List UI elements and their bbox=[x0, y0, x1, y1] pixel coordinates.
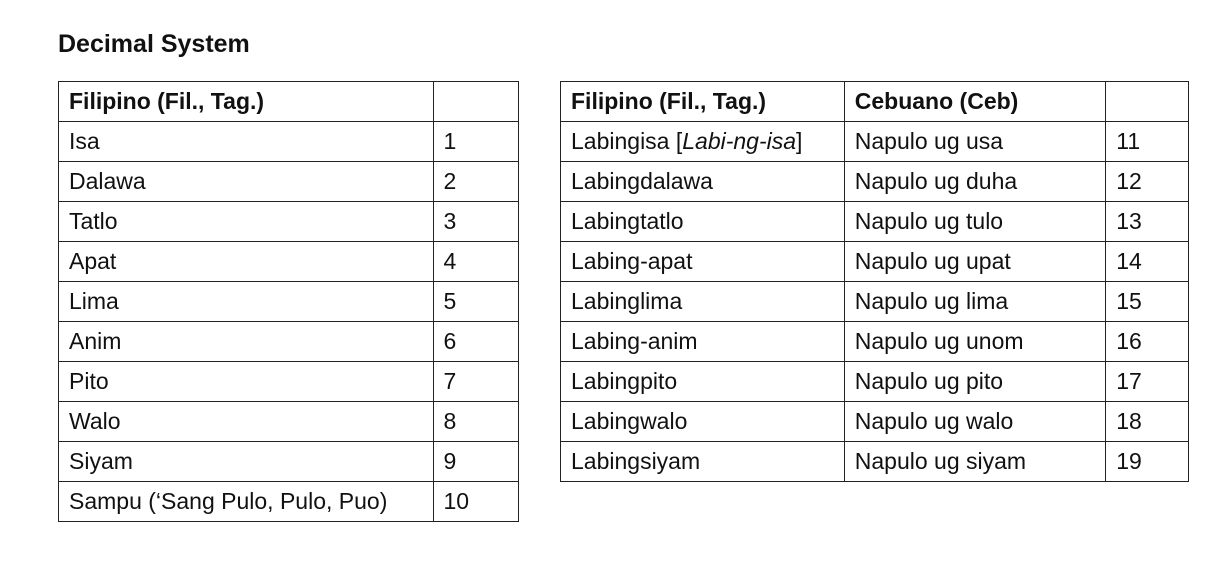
bracket-close: ] bbox=[796, 128, 803, 154]
column-header: Filipino (Fil., Tag.) bbox=[59, 82, 434, 122]
cebuano-word-cell: Napulo ug unom bbox=[844, 322, 1105, 362]
number-cell: 16 bbox=[1106, 322, 1189, 362]
filipino-word-cell bbox=[561, 122, 845, 162]
table-row bbox=[59, 322, 519, 362]
number-cell: 7 bbox=[433, 362, 518, 402]
cebuano-word-cell: Napulo ug lima bbox=[844, 282, 1105, 322]
cebuano-word-cell: Napulo ug duha bbox=[844, 162, 1105, 202]
table-header-row bbox=[561, 82, 1189, 122]
table-row bbox=[59, 442, 519, 482]
number-cell: 14 bbox=[1106, 242, 1189, 282]
word-text: Labingisa bbox=[571, 128, 670, 154]
filipino-word-cell: Walo bbox=[59, 402, 434, 442]
number-cell: 4 bbox=[433, 242, 518, 282]
table-header-row bbox=[59, 82, 519, 122]
number-cell: 12 bbox=[1106, 162, 1189, 202]
number-cell: 9 bbox=[433, 442, 518, 482]
cebuano-word-cell: Napulo ug tulo bbox=[844, 202, 1105, 242]
column-header: Cebuano (Ceb) bbox=[844, 82, 1105, 122]
table-row bbox=[561, 322, 1189, 362]
filipino-word-cell: Labingtatlo bbox=[561, 202, 845, 242]
table-row bbox=[59, 242, 519, 282]
number-cell: 15 bbox=[1106, 282, 1189, 322]
bracket-open: [ bbox=[669, 128, 683, 154]
filipino-cebuano-numbers-table-11-19 bbox=[560, 81, 1189, 482]
filipino-word-cell: Labingwalo bbox=[561, 402, 845, 442]
filipino-word-cell: Labing-anim bbox=[561, 322, 845, 362]
filipino-numbers-table-1-10 bbox=[58, 81, 519, 522]
filipino-word-cell: Pito bbox=[59, 362, 434, 402]
cebuano-word-cell: Napulo ug usa bbox=[844, 122, 1105, 162]
filipino-word-cell: Apat bbox=[59, 242, 434, 282]
table-row bbox=[59, 122, 519, 162]
filipino-word-cell: Labinglima bbox=[561, 282, 845, 322]
filipino-word-cell: Labingdalawa bbox=[561, 162, 845, 202]
filipino-word-cell: Lima bbox=[59, 282, 434, 322]
table-row bbox=[59, 202, 519, 242]
number-cell: 2 bbox=[433, 162, 518, 202]
number-cell: 1 bbox=[433, 122, 518, 162]
filipino-word-cell: Siyam bbox=[59, 442, 434, 482]
table-row bbox=[561, 202, 1189, 242]
number-cell: 17 bbox=[1106, 362, 1189, 402]
filipino-word-cell: Dalawa bbox=[59, 162, 434, 202]
number-cell: 10 bbox=[433, 482, 518, 522]
table-row bbox=[561, 242, 1189, 282]
filipino-word-cell: Tatlo bbox=[59, 202, 434, 242]
table-row bbox=[59, 482, 519, 522]
number-cell: 3 bbox=[433, 202, 518, 242]
table-row bbox=[561, 122, 1189, 162]
page-title: Decimal System bbox=[58, 30, 250, 58]
column-header bbox=[433, 82, 518, 122]
filipino-word-cell: Isa bbox=[59, 122, 434, 162]
syllable-breakdown: Labi-ng-isa bbox=[682, 128, 797, 154]
number-cell: 8 bbox=[433, 402, 518, 442]
table-row bbox=[59, 402, 519, 442]
table-row bbox=[561, 402, 1189, 442]
filipino-word-cell: Labing-apat bbox=[561, 242, 845, 282]
filipino-word-cell: Labingsiyam bbox=[561, 442, 845, 482]
cebuano-word-cell: Napulo ug upat bbox=[844, 242, 1105, 282]
column-header: Filipino (Fil., Tag.) bbox=[561, 82, 845, 122]
number-cell: 19 bbox=[1106, 442, 1189, 482]
filipino-word-cell: Labingpito bbox=[561, 362, 845, 402]
number-cell: 11 bbox=[1106, 122, 1189, 162]
table-row bbox=[561, 442, 1189, 482]
column-header bbox=[1106, 82, 1189, 122]
number-cell: 6 bbox=[433, 322, 518, 362]
cebuano-word-cell: Napulo ug pito bbox=[844, 362, 1105, 402]
table-row bbox=[561, 162, 1189, 202]
cebuano-word-cell: Napulo ug walo bbox=[844, 402, 1105, 442]
cebuano-word-cell: Napulo ug siyam bbox=[844, 442, 1105, 482]
number-cell: 5 bbox=[433, 282, 518, 322]
number-cell: 18 bbox=[1106, 402, 1189, 442]
filipino-word-cell: Anim bbox=[59, 322, 434, 362]
table-row bbox=[561, 362, 1189, 402]
table-row bbox=[59, 362, 519, 402]
table-row bbox=[59, 282, 519, 322]
table-row bbox=[59, 162, 519, 202]
number-cell: 13 bbox=[1106, 202, 1189, 242]
table-row bbox=[561, 282, 1189, 322]
filipino-word-cell: Sampu (‘Sang Pulo, Pulo, Puo) bbox=[59, 482, 434, 522]
